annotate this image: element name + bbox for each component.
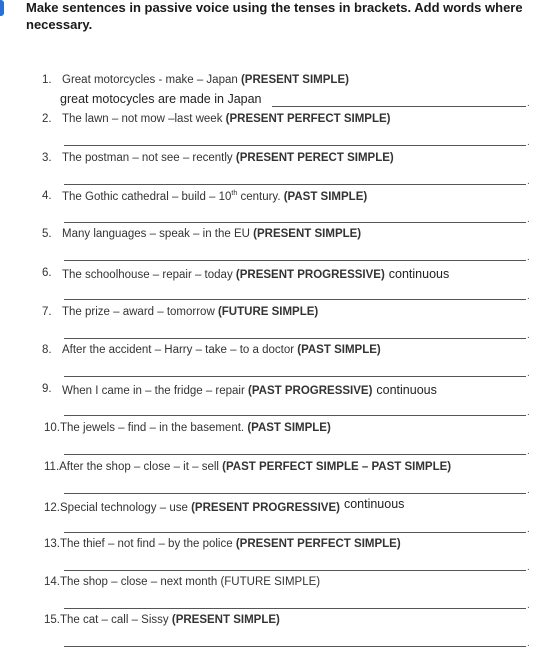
item-number: 6.: [42, 267, 52, 279]
answer-line[interactable]: [64, 454, 526, 455]
line-end-dot: .: [527, 485, 530, 496]
line-end-dot: .: [527, 98, 530, 109]
item-prompt: 13.The thief – not find – by the police (PRESENT PERFECT SIMPLE): [44, 538, 401, 550]
item-prompt: The prize – award – tomorrow (FUTURE SIMPLE): [62, 306, 319, 318]
answer-line[interactable]: [64, 260, 526, 261]
edge-marker: [0, 0, 4, 16]
tense-label: (PRESENT PROGRESSIVE): [235, 269, 385, 281]
tense-label: (PRESENT PERECT SIMPLE): [235, 152, 394, 164]
item-number: 3.: [42, 152, 52, 164]
item-number: 5.: [42, 228, 52, 240]
line-end-dot: .: [527, 638, 530, 649]
tense-label: (PRESENT SIMPLE): [240, 74, 349, 86]
item-number: 1.: [42, 74, 52, 86]
tense-label: (FUTURE SIMPLE): [217, 306, 319, 318]
line-end-dot: .: [527, 214, 530, 225]
line-end-dot: .: [527, 176, 530, 187]
handwritten-note: continuous: [343, 497, 405, 511]
line-end-dot: .: [527, 368, 530, 379]
line-end-dot: .: [527, 407, 530, 418]
handwritten-note: continuous: [376, 383, 437, 397]
item-prompt: 14.The shop – close – next month (FUTURE SIMPLE): [44, 576, 321, 588]
line-end-dot: .: [527, 137, 530, 148]
line-end-dot: .: [527, 252, 530, 263]
tense-label: (PAST PROGRESSIVE): [248, 385, 373, 397]
answer-line[interactable]: [64, 222, 526, 223]
item-prompt: The lawn – not mow –last week (PRESENT PERFECT SIMPLE): [62, 113, 391, 125]
item-prompt: The Gothic cathedral – build – 10th century. (PAST SIMPLE): [62, 190, 368, 203]
tense-label: (PAST SIMPLE): [247, 422, 331, 434]
item-prompt: The postman – not see – recently (PRESENT PERECT SIMPLE): [62, 152, 394, 164]
tense-label: (PRESENT SIMPLE): [253, 228, 362, 240]
item-prompt: Many languages – speak – in the EU (PRESENT SIMPLE): [62, 228, 362, 240]
line-end-dot: .: [527, 600, 530, 611]
line-end-dot: .: [527, 562, 530, 573]
item-prompt: 12.Special technology – use (PRESENT PROGRESSIVE) continuous: [44, 497, 405, 514]
instructions-heading: Make sentences in passive voice using the tenses in brackets. Add words where necessary.: [26, 0, 523, 32]
answer-line[interactable]: [64, 646, 526, 647]
item-prompt: After the accident – Harry – take – to a doctor (PAST SIMPLE): [62, 344, 381, 356]
answer-line[interactable]: [64, 376, 526, 377]
tense-label: (PRESENT PERFECT SIMPLE): [225, 113, 391, 125]
item-prompt: 10.The jewels – find – in the basement. (PAST SIMPLE): [44, 422, 331, 434]
tense-label: (PAST SIMPLE): [283, 190, 368, 203]
tense-label: (PAST PERFECT SIMPLE – PAST SIMPLE): [222, 461, 452, 473]
tense-label: (PAST SIMPLE): [297, 344, 381, 356]
answer-line[interactable]: [64, 493, 526, 494]
item-number: 2.: [42, 113, 52, 125]
answer-line[interactable]: [64, 415, 526, 416]
item-prompt: 15.The cat – call – Sissy (PRESENT SIMPLE): [44, 614, 280, 626]
handwritten-note: continuous: [388, 267, 450, 281]
item-number: 4.: [42, 190, 52, 202]
line-end-dot: .: [527, 446, 530, 457]
item-number: 9.: [42, 383, 52, 395]
item-number: 7.: [42, 306, 52, 318]
answer-line[interactable]: [64, 299, 526, 300]
answer-line[interactable]: [64, 145, 526, 146]
item-prompt: Great motorcycles - make – Japan (PRESENT SIMPLE): [62, 74, 349, 86]
line-end-dot: .: [527, 291, 530, 302]
item-prompt: The schoolhouse – repair – today (PRESENT PROGRESSIVE) continuous: [62, 267, 450, 281]
item-number: 8.: [42, 344, 52, 356]
answer-line[interactable]: [64, 532, 526, 533]
answer-line[interactable]: [64, 570, 526, 571]
line-end-dot: .: [527, 524, 530, 535]
answer-line[interactable]: [64, 184, 526, 185]
line-end-dot: .: [527, 330, 530, 341]
answer-line[interactable]: [64, 338, 526, 339]
tense-label: (PRESENT SIMPLE): [171, 614, 280, 626]
answer-line[interactable]: [272, 106, 526, 107]
answer-text: great motocycles are made in Japan: [60, 92, 262, 106]
tense-label: (PRESENT PROGRESSIVE): [191, 502, 340, 514]
item-prompt: When I came in – the fridge – repair (PAST PROGRESSIVE) continuous: [62, 383, 437, 397]
item-prompt: 11.After the shop – close – it – sell (PAST PERFECT SIMPLE – PAST SIMPLE): [44, 461, 452, 473]
answer-line[interactable]: [64, 608, 526, 609]
tense-label: (PRESENT PERFECT SIMPLE): [235, 538, 401, 550]
